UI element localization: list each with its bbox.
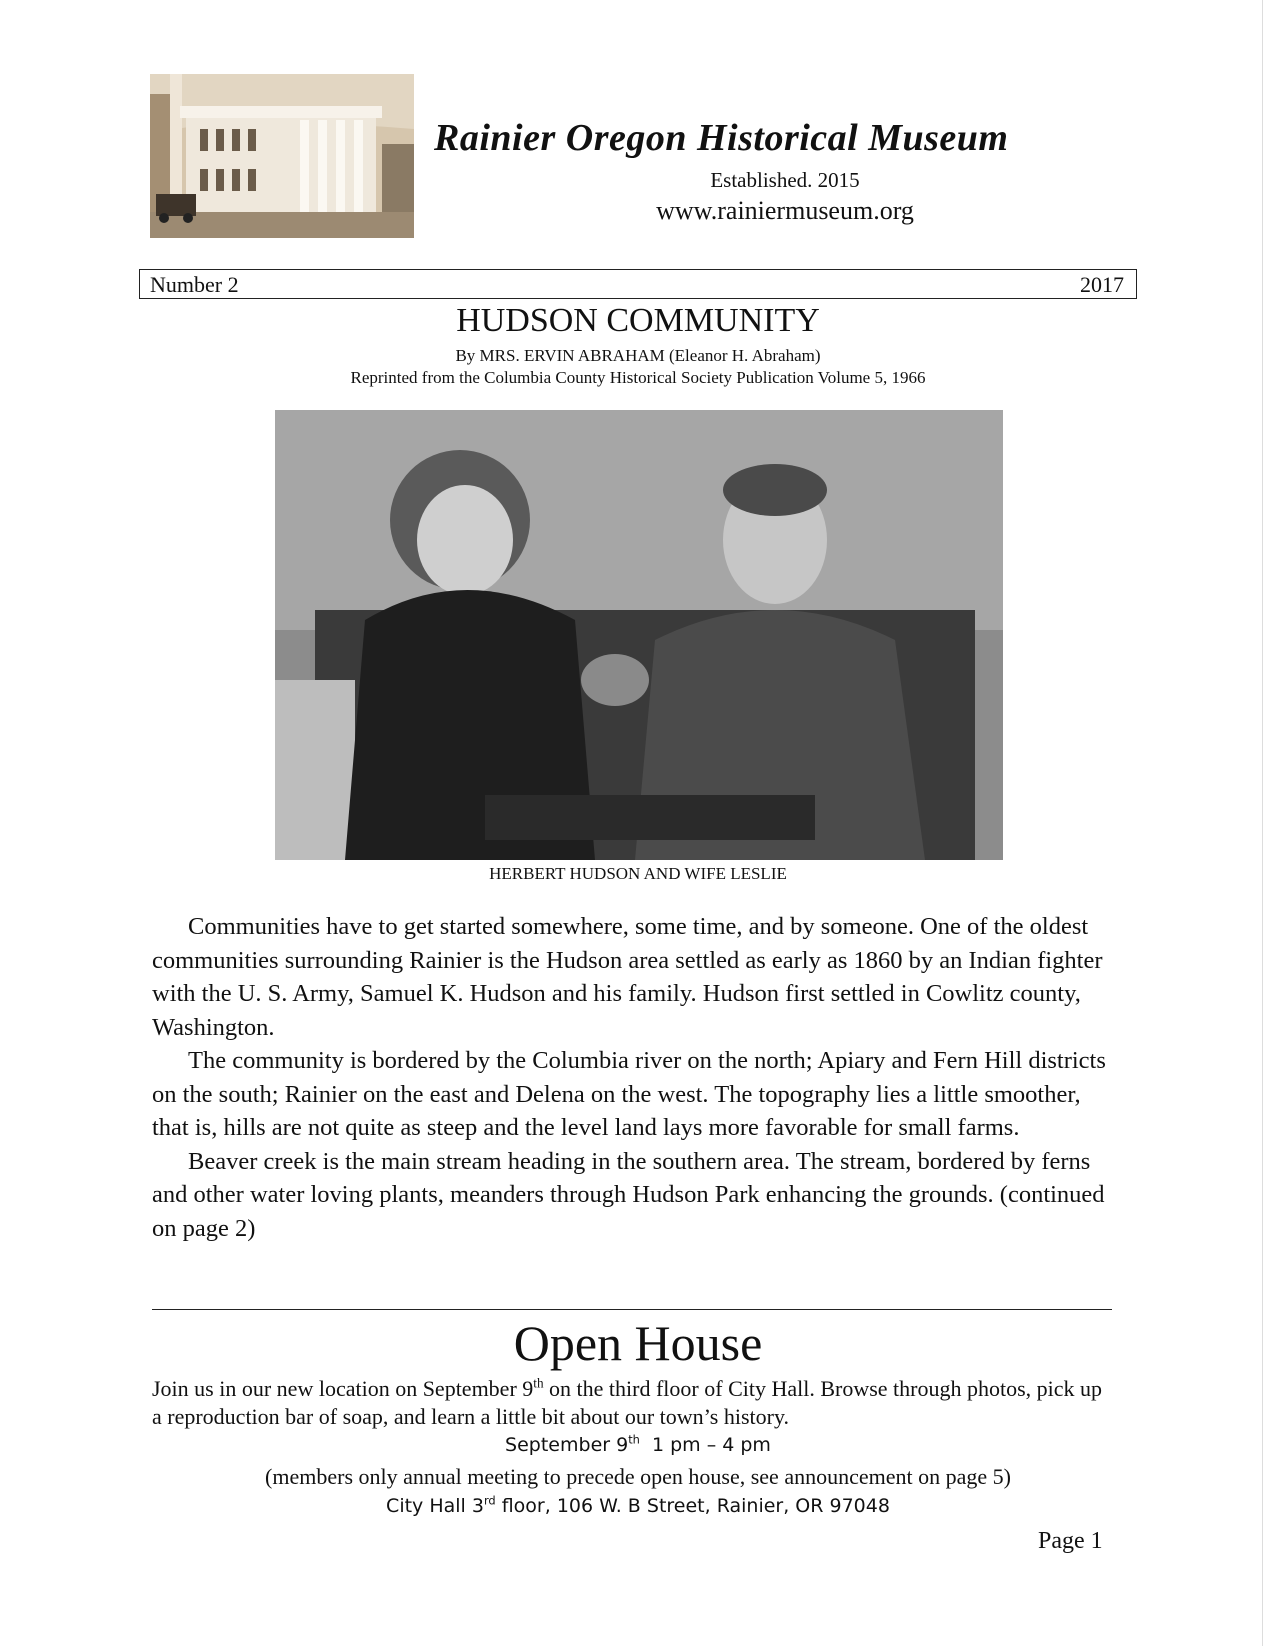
article-title: HUDSON COMMUNITY xyxy=(456,302,820,339)
article-byline: By MRS. ERVIN ABRAHAM (Eleanor H. Abraham) xyxy=(455,346,821,365)
photo-caption: HERBERT HUDSON AND WIFE LESLIE xyxy=(489,864,787,883)
address-part: floor, 106 W. B Street, Rainier, OR 97048 xyxy=(495,1495,890,1517)
hudson-couple-photo xyxy=(275,410,1003,860)
reprint-note: Reprinted from the Columbia County Historical Society Publication Volume 5, 1966 xyxy=(350,368,926,387)
event-address xyxy=(0,1495,1276,1517)
website-url[interactable]: www.rainiermuseum.org xyxy=(656,196,914,225)
museum-name: Rainier Oregon Historical Museum xyxy=(434,117,1009,159)
open-house-text xyxy=(152,1375,1112,1431)
issue-year: 2017 xyxy=(1080,272,1124,297)
article-body xyxy=(152,910,1112,1245)
article-paragraph: Communities have to get started somewhere, some time, and by someone. One of the oldest communities surrounding Rainier is the Hudson area settled as early as 1860 by an Indian fighter with the U. S. Army, Samuel K. Hudson and his family. Hudson first settled in Cowlitz county, Washington. xyxy=(152,913,1103,1041)
issue-number: Number 2 xyxy=(150,272,239,297)
section-divider xyxy=(152,1309,1112,1310)
article-paragraph: The community is bordered by the Columbia river on the north; Apiary and Fern Hill districts on the south; Rainier on the east and Delena on the west. The topography lies a little smoother, that is, hills are not quite as steep and the level land lays more favorable for small farms. xyxy=(152,1047,1106,1141)
event-date-time xyxy=(0,1434,1276,1456)
address-part: City Hall 3 xyxy=(386,1495,484,1517)
page-edge-line xyxy=(1262,0,1263,1646)
established-year: Established. 2015 xyxy=(710,168,860,192)
ordinal-suffix: rd xyxy=(483,1493,496,1508)
meeting-note: (members only annual meeting to precede open house, see announcement on page 5) xyxy=(265,1464,1011,1489)
event-date: September 9 xyxy=(505,1434,629,1456)
city-hall-photo xyxy=(150,74,414,238)
page-number: Page 1 xyxy=(1038,1528,1103,1554)
ordinal-suffix: th xyxy=(533,1375,544,1391)
open-house-text-part: Join us in our new location on September 9 xyxy=(152,1376,534,1401)
event-time: 1 pm – 4 pm xyxy=(639,1434,771,1456)
open-house-text-part: on the third floor of City Hall. Browse through photos, pick up a reproduction bar of soap, and learn a little bit about our town’s history. xyxy=(152,1376,1103,1429)
open-house-title: Open House xyxy=(513,1315,763,1371)
article-paragraph: Beaver creek is the main stream heading in the southern area. The stream, bordered by ferns and other water loving plants, meanders through Hudson Park enhancing the grounds. (continued on page 2) xyxy=(152,1147,1105,1242)
ordinal-suffix: th xyxy=(628,1432,640,1447)
issue-bar xyxy=(139,269,1137,299)
